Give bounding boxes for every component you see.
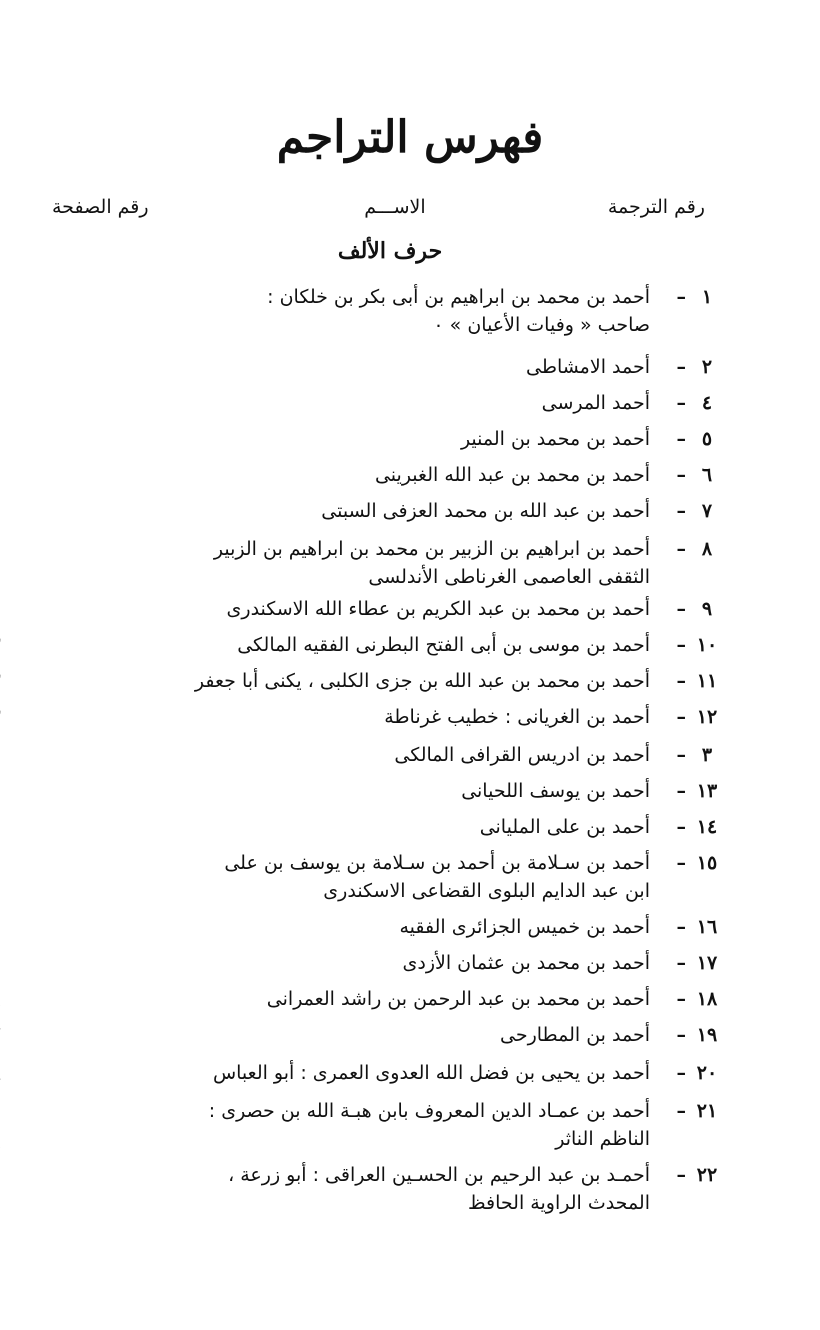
entry-page-number bbox=[0, 392, 20, 414]
entry-page-number bbox=[0, 780, 20, 802]
entry-dash: – bbox=[676, 952, 686, 974]
index-entry bbox=[30, 916, 720, 956]
entry-page-number bbox=[0, 316, 20, 338]
entry-name: أحمد بن محمد بن عثمان الأزدى bbox=[402, 952, 650, 974]
index-entry bbox=[30, 852, 720, 902]
entry-number: ٢١ bbox=[696, 1100, 718, 1122]
entry-dash: – bbox=[676, 1100, 686, 1122]
entry-page-number bbox=[0, 428, 20, 450]
entry-number: ١٣ bbox=[696, 780, 718, 802]
entry-dash: – bbox=[676, 744, 686, 766]
entry-name: أحمد بن محمد بن عبد الله الغبرينى bbox=[374, 464, 650, 486]
entry-dash: – bbox=[676, 1024, 686, 1046]
entry-number: ٢ bbox=[701, 356, 713, 378]
entry-name: أحمد بن الغريانى : خطيب غرناطة bbox=[384, 706, 650, 728]
entry-number: ٢٢ bbox=[696, 1164, 718, 1186]
header-name: الاســـم bbox=[364, 196, 426, 218]
entry-number: ٨ bbox=[701, 538, 713, 560]
header-entry-number: رقم الترجمة bbox=[607, 196, 705, 218]
index-entry bbox=[30, 1062, 720, 1102]
entry-dash: – bbox=[676, 356, 686, 378]
entry-dash: – bbox=[676, 286, 686, 308]
entry-dash: – bbox=[676, 816, 686, 838]
entry-page-number bbox=[0, 356, 20, 378]
entry-page-number bbox=[0, 598, 20, 620]
entry-number: ٤ bbox=[701, 392, 713, 414]
index-entry bbox=[30, 952, 720, 992]
index-entry bbox=[30, 634, 720, 674]
index-entry bbox=[30, 598, 720, 638]
entry-page-number bbox=[0, 882, 20, 904]
entry-dash: – bbox=[676, 464, 686, 486]
entry-page-number bbox=[0, 670, 20, 692]
entry-page-number bbox=[0, 500, 20, 522]
section-heading: حرف الألف bbox=[337, 238, 443, 264]
entry-number: ٧ bbox=[701, 500, 713, 522]
entry-name: أحمد بن يوسف اللحيانى bbox=[461, 780, 650, 802]
entry-name-continued: ابن عبد الدايم البلوى القضاعى الاسكندرى bbox=[323, 880, 650, 902]
entry-dash: – bbox=[676, 1164, 686, 1186]
header-page-number: رقم الصفحة bbox=[52, 196, 149, 218]
entry-number: ١٥ bbox=[696, 852, 718, 874]
entry-number: ١٩ bbox=[696, 1024, 718, 1046]
index-entry bbox=[30, 464, 720, 504]
entry-page-number bbox=[0, 744, 20, 766]
entry-name: أحمد بن موسى بن أبى الفتح البطرنى الفقيه المالكى bbox=[237, 634, 650, 656]
entry-dash: – bbox=[676, 500, 686, 522]
entry-dash: – bbox=[676, 706, 686, 728]
entry-number: ١١ bbox=[696, 670, 718, 692]
entry-number: ١٠ bbox=[696, 634, 718, 656]
index-entry bbox=[30, 780, 720, 820]
entry-name: أحمد بن خميس الجزائرى الفقيه bbox=[399, 916, 650, 938]
index-entry bbox=[30, 500, 720, 540]
entry-number: ٢٠ bbox=[696, 1062, 718, 1084]
entry-number: ٩ bbox=[701, 598, 713, 620]
entry-number: ٥ bbox=[701, 428, 713, 450]
entry-name: أحمد بن سـلامة بن أحمد بن سـلامة بن يوسف بن على bbox=[224, 852, 650, 874]
entry-name: أحمد بن ادريس القرافى المالكى bbox=[394, 744, 650, 766]
entry-page-number bbox=[0, 988, 20, 1010]
entry-name-continued: المحدث الراوية الحافظ bbox=[468, 1192, 650, 1214]
entry-page-number bbox=[0, 1130, 20, 1152]
index-entry bbox=[30, 428, 720, 468]
index-entry bbox=[30, 538, 720, 588]
entry-name: أحمد الامشاطى bbox=[525, 356, 650, 378]
entry-name: أحمد بن ابراهيم بن الزبير بن محمد بن ابراهيم بن الزبير bbox=[213, 538, 650, 560]
entry-name: أحمد بن محمد بن عبد الرحمن بن راشد العمرانى bbox=[266, 988, 650, 1010]
index-entry bbox=[30, 1024, 720, 1064]
index-entry bbox=[30, 286, 720, 336]
entry-number: ١٦ bbox=[696, 916, 718, 938]
entry-number: ١٤ bbox=[696, 816, 718, 838]
index-entry bbox=[30, 1164, 720, 1214]
entry-name: أحمد بن يحيى بن فضل الله العدوى العمرى : أبو العباس bbox=[212, 1062, 650, 1084]
entry-dash: – bbox=[676, 1062, 686, 1084]
entry-dash: – bbox=[676, 538, 686, 560]
index-entry bbox=[30, 744, 720, 784]
entry-dash: – bbox=[676, 988, 686, 1010]
entry-name: أحمد بن على المليانى bbox=[479, 816, 650, 838]
entry-dash: – bbox=[676, 634, 686, 656]
entry-number: ١٧ bbox=[696, 952, 718, 974]
entry-name-continued: الثقفى العاصمى الغرناطى الأندلسى bbox=[368, 566, 650, 588]
entry-page-number bbox=[0, 1194, 20, 1216]
entry-page-number bbox=[0, 1024, 20, 1046]
entry-name: أحمد المرسى bbox=[541, 392, 650, 414]
entry-number: ١٢ bbox=[696, 706, 718, 728]
index-entry bbox=[30, 816, 720, 856]
entry-page-number bbox=[0, 1062, 20, 1084]
entry-number: ٣ bbox=[701, 744, 713, 766]
entry-number: ١٨ bbox=[696, 988, 718, 1010]
entry-dash: – bbox=[676, 916, 686, 938]
entry-page-number bbox=[0, 952, 20, 974]
index-entry bbox=[30, 706, 720, 746]
entry-page-number bbox=[0, 706, 20, 728]
entry-name-continued: الناظم الناثر bbox=[555, 1128, 650, 1150]
entry-dash: – bbox=[676, 780, 686, 802]
index-entry bbox=[30, 670, 720, 710]
entry-name: أحمد بن المطارحى bbox=[500, 1024, 650, 1046]
index-entry bbox=[30, 356, 720, 396]
index-entry bbox=[30, 392, 720, 432]
index-entry bbox=[30, 1100, 720, 1150]
entry-name: أحمد بن محمد بن عبد الله بن جزى الكلبى ، يكنى أبا جعفر bbox=[194, 670, 650, 692]
entry-name-continued: صاحب « وفيات الأعيان » ٠ bbox=[433, 314, 650, 336]
entry-name: أحمـد بن عبد الرحيم بن الحسـين العراقى : أبو زرعة ، bbox=[228, 1164, 650, 1186]
entry-name: أحمد بن محمد بن عبد الكريم بن عطاء الله الاسكندرى bbox=[226, 598, 650, 620]
entry-dash: – bbox=[676, 670, 686, 692]
entry-dash: – bbox=[676, 392, 686, 414]
entry-page-number bbox=[0, 568, 20, 590]
entry-page-number bbox=[0, 916, 20, 938]
entry-page-number bbox=[0, 464, 20, 486]
entry-name: أحمد بن عمـاد الدين المعروف بابن هبـة الله بن حصرى : bbox=[208, 1100, 650, 1122]
entry-name: أحمد بن محمد بن المنير bbox=[460, 428, 650, 450]
entry-dash: – bbox=[676, 428, 686, 450]
entry-name: أحمد بن محمد بن ابراهيم بن أبى بكر بن خلكان : bbox=[267, 286, 650, 308]
entry-name: أحمد بن عبد الله بن محمد العزفى السبتى bbox=[321, 500, 650, 522]
index-entry bbox=[30, 988, 720, 1028]
entry-number: ١ bbox=[701, 286, 713, 308]
entry-number: ٦ bbox=[701, 464, 713, 486]
entry-dash: – bbox=[676, 598, 686, 620]
entry-page-number bbox=[0, 816, 20, 838]
page-title: فهرس التراجم bbox=[276, 112, 544, 163]
entry-page-number bbox=[0, 634, 20, 656]
entry-dash: – bbox=[676, 852, 686, 874]
